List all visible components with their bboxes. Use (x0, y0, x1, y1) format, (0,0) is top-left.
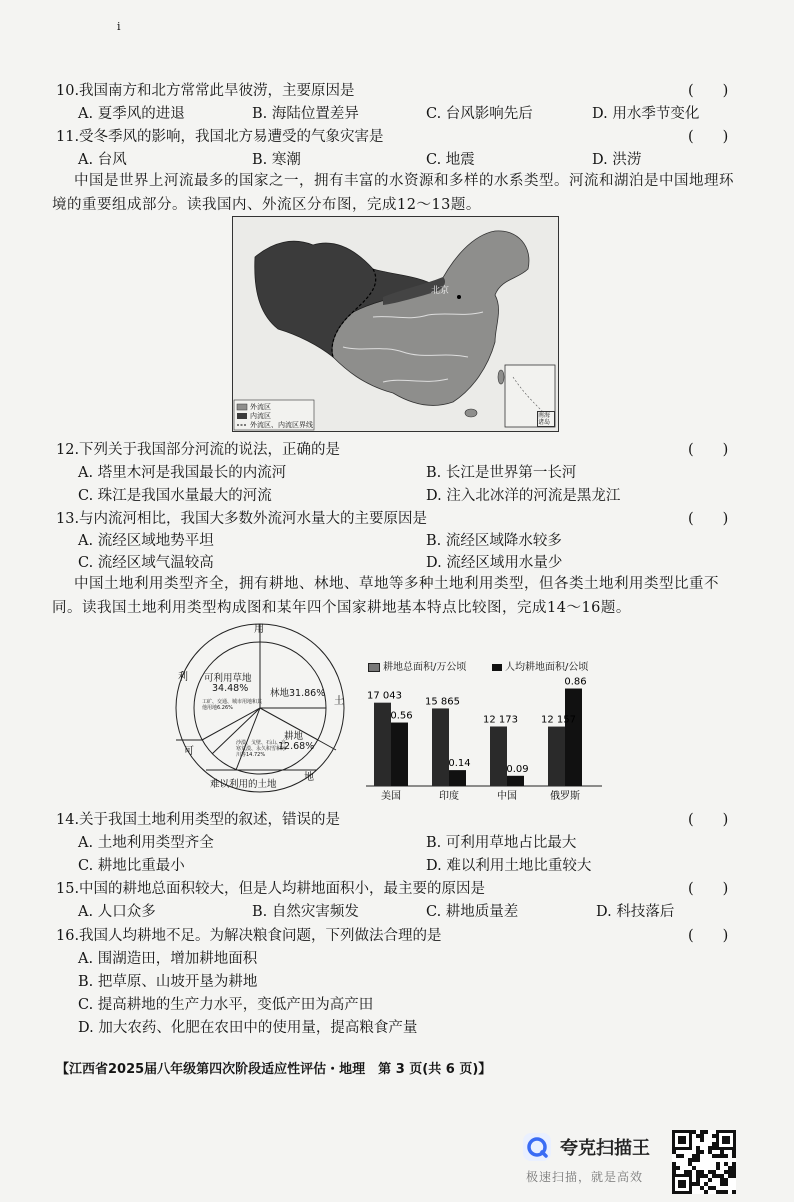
quark-logo-icon (522, 1132, 552, 1162)
bar-total-area (490, 726, 507, 786)
forest-label: 林地31.86% (270, 688, 326, 699)
farmland-bar-chart (362, 656, 612, 806)
legend-interior-label: 内流区 (250, 412, 271, 420)
question-10-answer-paren[interactable]: ( ) (688, 83, 729, 99)
legend-exterior-swatch (237, 404, 247, 410)
bar-per-capita (449, 770, 466, 786)
bar-total-area (548, 727, 565, 786)
q15-option-c[interactable]: C. 耕地质量差 (426, 904, 519, 920)
q11-option-d[interactable]: D. 洪涝 (592, 152, 642, 168)
bar-per-capita-value-label: 0.14 (448, 758, 471, 770)
q13-option-d[interactable]: D. 流经区域用水量少 (426, 555, 563, 571)
bar-per-capita (507, 776, 524, 786)
bar-total-value-label: 17 043 (367, 690, 402, 702)
inset-label: 南海诸岛 (537, 411, 555, 427)
q11-option-c[interactable]: C. 地震 (426, 152, 475, 168)
beijing-label: 北京 (431, 286, 450, 296)
brand-name: 夸克扫描王 (560, 1138, 650, 1159)
q16-option-a[interactable]: A. 围湖造田，增加耕地面积 (78, 951, 258, 967)
bar-chart-svg (362, 656, 612, 806)
question-12-answer-paren[interactable]: ( ) (688, 442, 729, 458)
passage-land-use: 中国土地利用类型齐全，拥有耕地、林地、草地等多种土地利用类型，但各类土地利用类型比重不同。读我国土地利用类型构成图和某年四个国家耕地基本特点比较图，完成14～16题。 (52, 576, 719, 616)
bar-per-capita-value-label: 0.56 (390, 710, 413, 722)
q11-option-b[interactable]: B. 寒潮 (252, 152, 301, 168)
question-15-answer-paren[interactable]: ( ) (688, 881, 729, 897)
question-15-stem: 15.中国的耕地总面积较大，但是人均耕地面积小，最主要的原因是 (56, 881, 486, 897)
question-11-stem: 11.受冬季风的影响，我国北方易遭受的气象灾害是 (56, 129, 384, 145)
q14-option-d[interactable]: D. 难以利用土地比重较大 (426, 858, 592, 874)
legend-exterior-label: 外流区 (250, 403, 271, 411)
bar-per-capita-value-label: 0.86 (564, 676, 587, 688)
q10-option-b[interactable]: B. 海陆位置差异 (252, 106, 359, 122)
ring-char-2: 土 (334, 696, 344, 707)
ring-char-5: 可 (184, 746, 194, 757)
category-label: 俄罗斯 (550, 791, 580, 802)
qr-code-icon[interactable] (672, 1130, 736, 1194)
q13-option-c[interactable]: C. 流经区域气温较高 (78, 555, 214, 571)
bar-total-value-label: 12 173 (483, 714, 518, 726)
q15-option-b[interactable]: B. 自然灾害频发 (252, 904, 359, 920)
legend-interior-swatch (237, 413, 247, 419)
drainage-map-graphic (233, 217, 558, 431)
legend-series-1-label: 耕地总面积/万公顷 (383, 662, 467, 673)
q12-option-b[interactable]: B. 长江是世界第一长河 (426, 465, 577, 481)
category-label: 美国 (381, 791, 401, 802)
farm-label: 耕地 (284, 731, 304, 742)
q10-option-c[interactable]: C. 台风影响先后 (426, 106, 533, 122)
q16-option-b[interactable]: B. 把草原、山坡开垦为耕地 (78, 974, 258, 990)
question-12-stem: 12.下列关于我国部分河流的说法，正确的是 (56, 442, 341, 458)
bar-per-capita (565, 689, 582, 786)
q16-option-d[interactable]: D. 加大农药、化肥在农田中的使用量，提高粮食产量 (78, 1020, 418, 1036)
q12-option-c[interactable]: C. 珠江是我国水量最大的河流 (78, 488, 272, 504)
bar-per-capita (391, 723, 408, 786)
q14-option-b[interactable]: B. 可利用草地占比最大 (426, 835, 577, 851)
brand-slogan: 极速扫描，就是高效 (526, 1170, 644, 1184)
q15-option-a[interactable]: A. 人口众多 (78, 904, 156, 920)
land-use-ring-chart (166, 622, 356, 794)
taiwan-island (498, 370, 504, 384)
beijing-marker (457, 295, 461, 299)
other-use-label: 工矿、交通、城市用地和其他用地6.26% (202, 699, 263, 711)
ring-char-3: 地 (304, 772, 314, 783)
question-13-answer-paren[interactable]: ( ) (688, 511, 729, 527)
q15-option-d[interactable]: D. 科技落后 (596, 904, 675, 920)
category-label: 印度 (439, 791, 459, 802)
question-11-answer-paren[interactable]: ( ) (688, 129, 729, 145)
hainan-island (465, 409, 477, 417)
hard-land-label: 沙漠、戈壁、石山、高寒荒漠、永久积雪和冰川等14.72% (236, 740, 287, 758)
legend-series-2-label: 人均耕地面积/公顷 (505, 662, 589, 673)
q12-option-a[interactable]: A. 塔里木河是我国最长的内流河 (78, 465, 287, 481)
question-13-stem: 13.与内流河相比，我国大多数外流河水量大的主要原因是 (56, 511, 428, 527)
grass-pct: 34.48% (212, 683, 249, 694)
bar-per-capita-value-label: 0.09 (506, 763, 529, 775)
q13-option-b[interactable]: B. 流经区域降水较多 (426, 533, 562, 549)
ring-char-1: 用 (254, 624, 264, 635)
grass-label: 可利用草地 (204, 673, 252, 684)
q14-option-c[interactable]: C. 耕地比重最小 (78, 858, 185, 874)
question-16-answer-paren[interactable]: ( ) (688, 928, 729, 944)
q12-option-d[interactable]: D. 注入北冰洋的河流是黑龙江 (426, 488, 621, 504)
passage-rivers: 中国是世界上河流最多的国家之一，拥有丰富的水资源和多样的水系类型。河流和湖泊是中国地理环境的重要组成部分。读我国内、外流区分布图，完成12～13题。 (52, 173, 734, 213)
bar-total-area (432, 708, 449, 786)
ring-bottom-label: 难以利用的土地 (210, 779, 277, 790)
q13-option-a[interactable]: A. 流经区域地势平坦 (78, 533, 214, 549)
question-14-stem: 14.关于我国土地利用类型的叙述，错误的是 (56, 812, 341, 828)
page-top-mark: i (117, 20, 121, 33)
ring-char-4: 利 (178, 672, 188, 683)
q10-option-d[interactable]: D. 用水季节变化 (592, 106, 700, 122)
question-16-stem: 16.我国人均耕地不足。为解决粮食问题，下列做法合理的是 (56, 928, 442, 944)
legend-boundary-label: 外流区、内流区界线 (250, 421, 313, 429)
category-label: 中国 (497, 791, 517, 802)
page-footer: 【江西省2025届八年级第四次阶段适应性评估・地理 第 3 页(共 6 页)】 (56, 1062, 492, 1077)
bar-total-value-label: 15 865 (425, 696, 460, 708)
q11-option-a[interactable]: A. 台风 (78, 152, 127, 168)
farm-pct: 12.68% (278, 741, 315, 752)
question-14-answer-paren[interactable]: ( ) (688, 812, 729, 828)
q14-option-a[interactable]: A. 土地利用类型齐全 (78, 835, 214, 851)
question-10-stem: 10.我国南方和北方常常此旱彼涝，主要原因是 (56, 83, 355, 99)
q10-option-a[interactable]: A. 夏季风的进退 (78, 106, 185, 122)
bar-total-value-label: 12 157 (541, 714, 576, 726)
bar-total-area (374, 703, 391, 786)
china-drainage-map (232, 216, 559, 432)
q16-option-c[interactable]: C. 提高耕地的生产力水平，变低产田为高产田 (78, 997, 374, 1013)
